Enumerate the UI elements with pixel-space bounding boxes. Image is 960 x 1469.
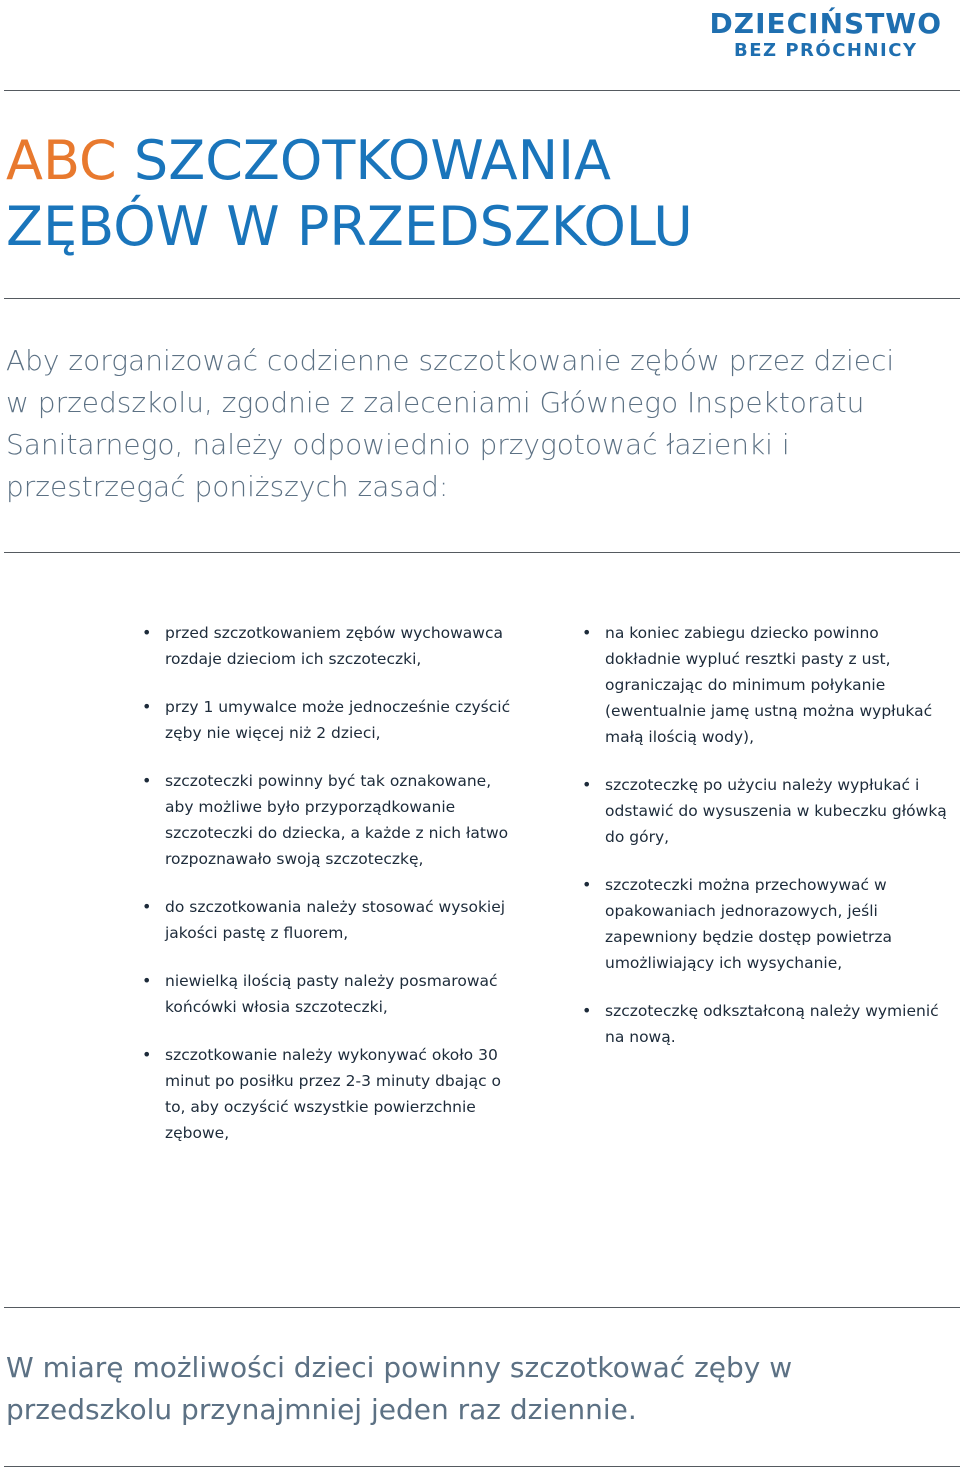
list-item <box>140 894 520 946</box>
bullet: • <box>142 971 152 990</box>
list-item <box>140 968 520 1020</box>
top-divider <box>4 90 960 91</box>
intro-paragraph: Aby zorganizować codzienne szczotkowanie zębów przez dzieci w przedszkolu, zgodnie z zaleceniami Głównego Inspektoratu Sanitarnego, należy odpowiednio przygotować łazienki i przestrzegać poniższych zasad: <box>6 344 895 503</box>
bottom-divider <box>4 1466 960 1467</box>
list-item-text: przy 1 umywalce może jednocześnie czyścić zęby nie więcej niż 2 dzieci, <box>165 698 511 742</box>
bullet: • <box>142 697 152 716</box>
title-line-1-rest: SZCZOTKOWANIA <box>133 129 611 192</box>
bullet: • <box>142 897 152 916</box>
bullet: • <box>582 623 592 642</box>
bullet: • <box>582 775 592 794</box>
bullet: • <box>142 771 152 790</box>
rules-list-right <box>580 620 950 1072</box>
title-accent: ABC <box>6 129 117 192</box>
title-divider <box>4 298 960 299</box>
list-item <box>140 694 520 746</box>
closing-divider <box>4 1307 960 1308</box>
list-item <box>140 1042 520 1146</box>
list-item <box>580 772 950 850</box>
list-item-text: na koniec zabiegu dziecko powinno dokładnie wypluć resztki pasty z ust, ograniczając do minimum połykanie (ewentualnie jamę ustną można wypłukać małą ilością wody), <box>605 624 933 746</box>
logo-line-1: DZIECIŃSTWO <box>709 7 942 40</box>
page-title <box>6 128 693 260</box>
intro-divider <box>4 552 960 553</box>
list-item <box>580 620 950 750</box>
bullet: • <box>582 875 592 894</box>
bullet: • <box>142 1045 152 1064</box>
title-line-2: ZĘBÓW W PRZEDSZKOLU <box>6 195 693 258</box>
bullet: • <box>142 623 152 642</box>
list-item <box>580 872 950 976</box>
list-item <box>140 768 520 872</box>
list-item <box>140 620 520 672</box>
list-item-text: szczotkowanie należy wykonywać około 30 minut po posiłku przez 2-3 minuty dbając o to, aby oczyścić wszystkie powierzchnie zębowe, <box>165 1046 501 1142</box>
list-item-text: do szczotkowania należy stosować wysokiej jakości pastę z fluorem, <box>165 898 506 942</box>
list-item-text: szczoteczki można przechowywać w opakowaniach jednorazowych, jeśli zapewniony będzie dostęp powietrza umożliwiający ich wysychanie, <box>605 876 893 972</box>
list-item-text: szczoteczkę po użyciu należy wypłukać i odstawić do wysuszenia w kubeczku główką do góry, <box>605 776 947 846</box>
rules-list-left <box>140 620 520 1168</box>
list-item-text: przed szczotkowaniem zębów wychowawca rozdaje dzieciom ich szczoteczki, <box>165 624 504 668</box>
list-item-text: szczoteczki powinny być tak oznakowane, aby możliwe było przyporządkowanie szczoteczki do dziecka, a każde z nich łatwo rozpoznawało swoją szczoteczkę, <box>165 772 509 868</box>
logo-line-2: BEZ PRÓCHNICY <box>734 40 918 61</box>
closing-statement: W miarę możliwości dzieci powinny szczotkować zęby w przedszkolu przynajmniej jeden raz dziennie. <box>6 1351 793 1426</box>
bullet: • <box>582 1001 592 1020</box>
list-item-text: szczoteczkę odkształconą należy wymienić na nową. <box>605 1002 939 1046</box>
list-item-text: niewielką ilością pasty należy posmarować końcówki włosia szczoteczki, <box>165 972 498 1016</box>
list-item <box>580 998 950 1050</box>
logo <box>709 7 942 61</box>
